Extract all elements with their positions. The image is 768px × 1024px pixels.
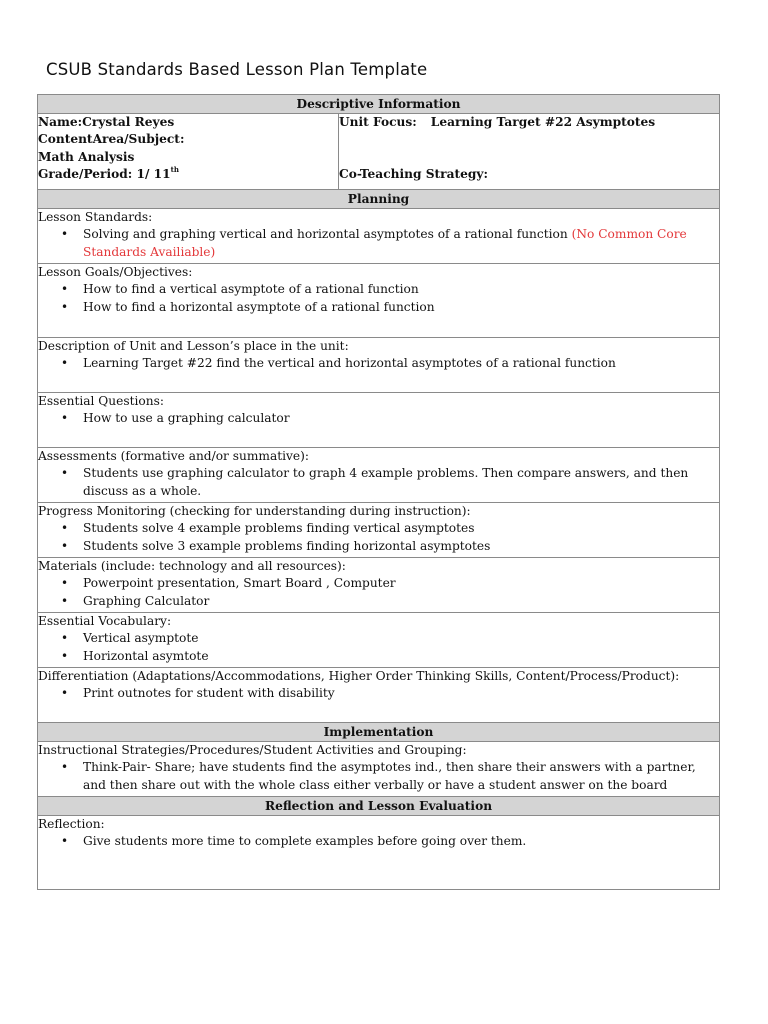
- no-common-core-note: (No Common Core Standards Availiable): [83, 227, 687, 259]
- teacher-info-cell: [38, 114, 339, 190]
- list-item: • Graphing Calculator: [83, 593, 719, 610]
- instructional-strategies-label: Instructional Strategies/Procedures/Student Activities and Grouping:: [38, 743, 467, 757]
- list-item: • How to use a graphing calculator: [83, 410, 719, 427]
- subject-value: Math Analysis: [38, 149, 135, 164]
- vocabulary-section: [38, 613, 720, 668]
- list-item: • Learning Target #22 find the vertical and horizontal asymptotes of a rational function: [83, 355, 719, 372]
- instructional-strategies-section: [38, 742, 720, 797]
- lesson-standards-label: Lesson Standards:: [38, 210, 153, 224]
- lesson-standards-section: [38, 209, 720, 264]
- list-item: • Vertical asymptote: [83, 630, 719, 647]
- list-item: • Give students more time to complete examples before going over them.: [83, 833, 719, 850]
- list-item: • Horizontal asymtote: [83, 648, 719, 665]
- content-area-label: ContentArea/Subject:: [38, 132, 185, 147]
- assessments-section: [38, 448, 720, 503]
- materials-section: [38, 558, 720, 613]
- reflection-label: Reflection:: [38, 817, 105, 831]
- unit-info-cell: [339, 114, 720, 190]
- list-item: • How to find a horizontal asymptote of a rational function: [83, 299, 719, 316]
- assessments-label: Assessments (formative and/or summative):: [38, 449, 309, 463]
- vocabulary-label: Essential Vocabulary:: [38, 614, 172, 628]
- implementation-header: Implementation: [38, 723, 720, 742]
- grade-period: Grade/Period: 1/ 11th: [38, 165, 179, 182]
- differentiation-label: Differentiation (Adaptations/Accommodations, Higher Order Thinking Skills, Content/Process/Product):: [38, 669, 680, 683]
- essential-questions-section: [38, 393, 720, 448]
- list-item: • Students use graphing calculator to graph 4 example problems. Then compare answers, and then discuss as a whole.: [83, 465, 719, 500]
- essential-questions-label: Essential Questions:: [38, 394, 164, 408]
- unit-description-label: Description of Unit and Lesson’s place in the unit:: [38, 339, 349, 353]
- teacher-name: Name:Crystal Reyes: [38, 115, 175, 129]
- progress-monitoring-section: [38, 503, 720, 558]
- reflection-section: [38, 816, 720, 890]
- unit-focus: Unit Focus: Learning Target #22 Asymptotes: [339, 115, 656, 129]
- co-teaching-strategy: Co-Teaching Strategy:: [339, 167, 488, 182]
- unit-description-section: [38, 338, 720, 393]
- list-item: • Think-Pair- Share; have students find the asymptotes ind., then share their answers with a partner, and then share out with the whole class either verbally or have a student answer on the board: [83, 759, 719, 794]
- lesson-plan-table: [37, 94, 720, 890]
- differentiation-section: [38, 668, 720, 723]
- list-item: • Powerpoint presentation, Smart Board , Computer: [83, 575, 719, 592]
- materials-label: Materials (include: technology and all resources):: [38, 559, 346, 573]
- progress-monitoring-label: Progress Monitoring (checking for understanding during instruction):: [38, 504, 471, 518]
- planning-header: Planning: [38, 190, 720, 209]
- list-item: • How to find a vertical asymptote of a rational function: [83, 281, 719, 298]
- list-item: • Students solve 4 example problems finding vertical asymptotes: [83, 520, 719, 537]
- list-item: • Solving and graphing vertical and horizontal asymptotes of a rational function (No Common Core Standards Availiable): [83, 226, 719, 261]
- lesson-goals-section: [38, 264, 720, 338]
- list-item: • Print outnotes for student with disability: [83, 685, 719, 702]
- reflection-header: Reflection and Lesson Evaluation: [38, 797, 720, 816]
- document-title: CSUB Standards Based Lesson Plan Template: [46, 60, 428, 79]
- list-item: • Students solve 3 example problems finding horizontal asymptotes: [83, 538, 719, 555]
- lesson-goals-label: Lesson Goals/Objectives:: [38, 265, 193, 279]
- descriptive-header: Descriptive Information: [38, 95, 720, 114]
